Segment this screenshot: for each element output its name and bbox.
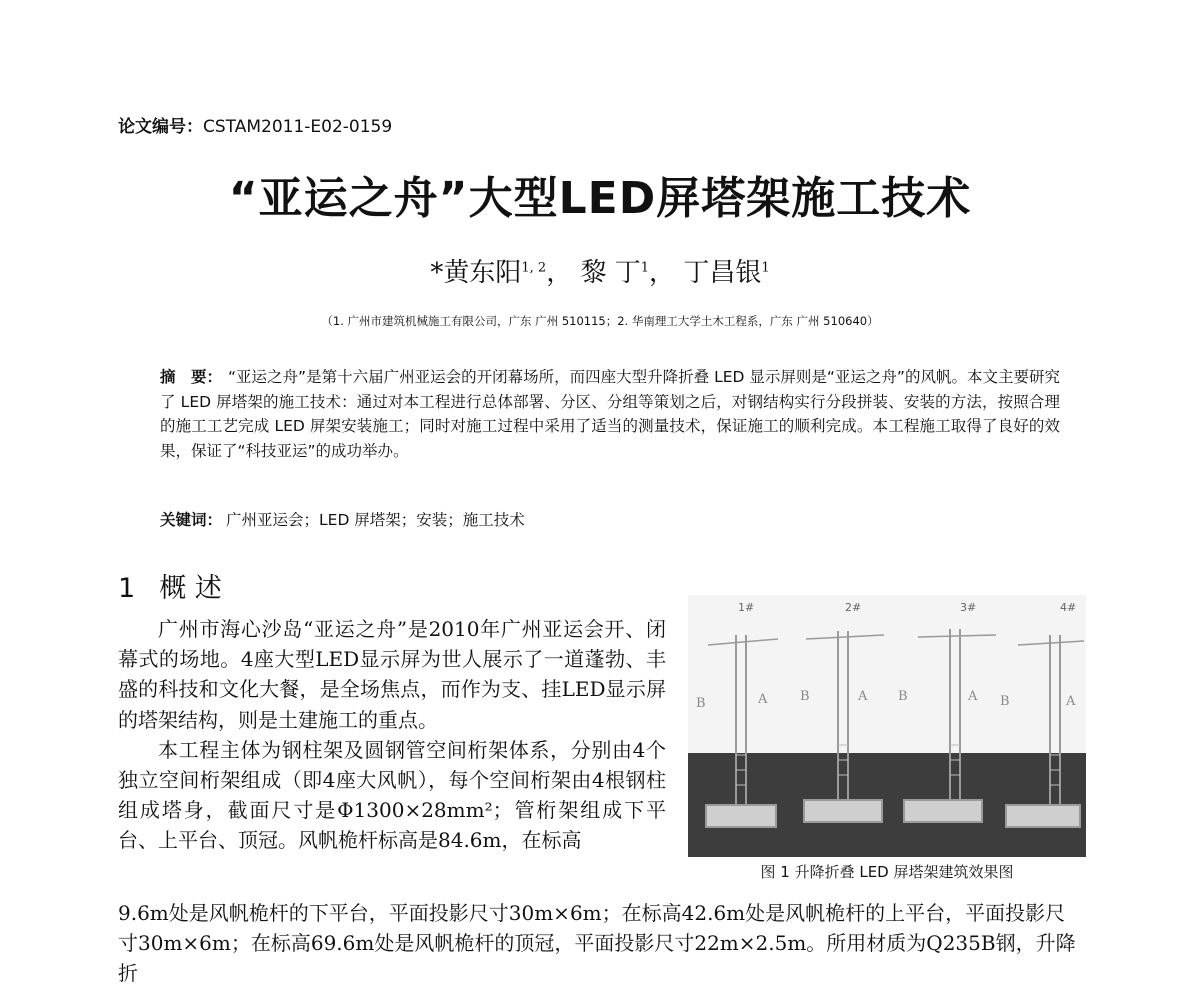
keywords-text: 广州亚运会；LED 屏塔架；安装；施工技术 <box>226 511 525 529</box>
panel-label: A <box>1066 694 1076 709</box>
tower-label: 1# <box>738 601 755 614</box>
section-title: 概 述 <box>159 573 222 604</box>
tower-label: 2# <box>845 601 862 614</box>
paragraph: 本工程主体为钢柱架及圆钢管空间桁架体系，分别由4个独立空间桁架组成（即4座大风帆），每个空间桁架由4根钢柱组成塔身，截面尺寸是Φ1300×28mm²；管桁架组成下平台、上平台、顶冠。风帆桅杆标高是84.6m，在标高 <box>118 737 666 853</box>
paper-id-value: CSTAM2011-E02-0159 <box>203 117 393 137</box>
author-sep: ， <box>546 258 573 288</box>
author-sep: ， <box>649 258 676 288</box>
figure-render <box>688 595 1086 857</box>
panel-label: A <box>858 689 868 704</box>
paragraph-continuation: 9.6m处是风帆桅杆的下平台，平面投影尺寸30m×6m；在标高42.6m处是风帆桅杆的上平台，平面投影尺寸30m×6m；在标高69.6m处是风帆桅杆的顶冠，平面投影尺寸22m×2.5m。所用材质为Q235B钢，升降折 <box>118 901 1076 986</box>
abstract-label: 摘 要： <box>160 368 223 386</box>
panel-label: A <box>968 689 978 704</box>
author-name: 丁昌银 <box>683 258 762 288</box>
keywords-label: 关键词： <box>160 511 223 529</box>
figure-caption: 图 1 升降折叠 LED 屏塔架建筑效果图 <box>760 863 1014 881</box>
keywords <box>160 508 525 530</box>
panel-label: B <box>898 689 908 704</box>
section-heading <box>118 566 222 605</box>
affiliation: （1. 广州市建筑机械施工有限公司，广东 广州 510115；2. 华南理工大学土木工程系，广东 广州 510640） <box>321 314 879 328</box>
author-name: *黄东阳 <box>430 258 522 288</box>
panel-label: B <box>800 689 810 704</box>
panel-label: A <box>758 692 768 707</box>
author-affil-mark: 1 <box>761 260 770 276</box>
author-list <box>0 252 1200 289</box>
page-title: “亚运之舟”大型LED屏塔架施工技术 <box>228 173 972 224</box>
body-column <box>118 614 666 856</box>
author-name: 黎 丁 <box>580 258 641 288</box>
author-affil-mark: 1 <box>640 260 650 276</box>
tower-label: 4# <box>1060 601 1077 614</box>
abstract-text: “亚运之舟”是第十六届广州亚运会的开闭幕场所，而四座大型升降折叠 LED 显示屏则是“亚运之舟”的风帆。本文主要研究了 LED 屏塔架的施工技术：通过对本工程进行总体部署、分区、分组等策划之后，对钢结构实行分段拼装、安装的方法，按照合理的施工工艺完成 LED 屏架安装施工；同时对施工过程中采用了适当的测量技术，保证施工的顺利完成。本工程施工取得了良好的效果，保证了“科技亚运”的成功举办。 <box>160 368 1060 460</box>
panel-label: B <box>1000 694 1010 709</box>
paper-id-label: 论文编号： <box>118 117 203 137</box>
panel-label: B <box>696 696 706 711</box>
section-number: 1 <box>118 573 136 604</box>
tower-label: 3# <box>960 601 977 614</box>
abstract <box>160 365 1060 463</box>
author-affil-mark: 1, 2 <box>521 260 547 276</box>
paper-id <box>118 112 392 137</box>
tower-rendering-image <box>688 595 1086 857</box>
paragraph: 广州市海心沙岛“亚运之舟”是2010年广州亚运会开、闭幕式的场地。4座大型LED显示屏为世人展示了一道蓬勃、丰盛的科技和文化大餐，是全场焦点，而作为支、挂LED显示屏的塔架结构，则是土建施工的重点。 <box>118 617 666 732</box>
